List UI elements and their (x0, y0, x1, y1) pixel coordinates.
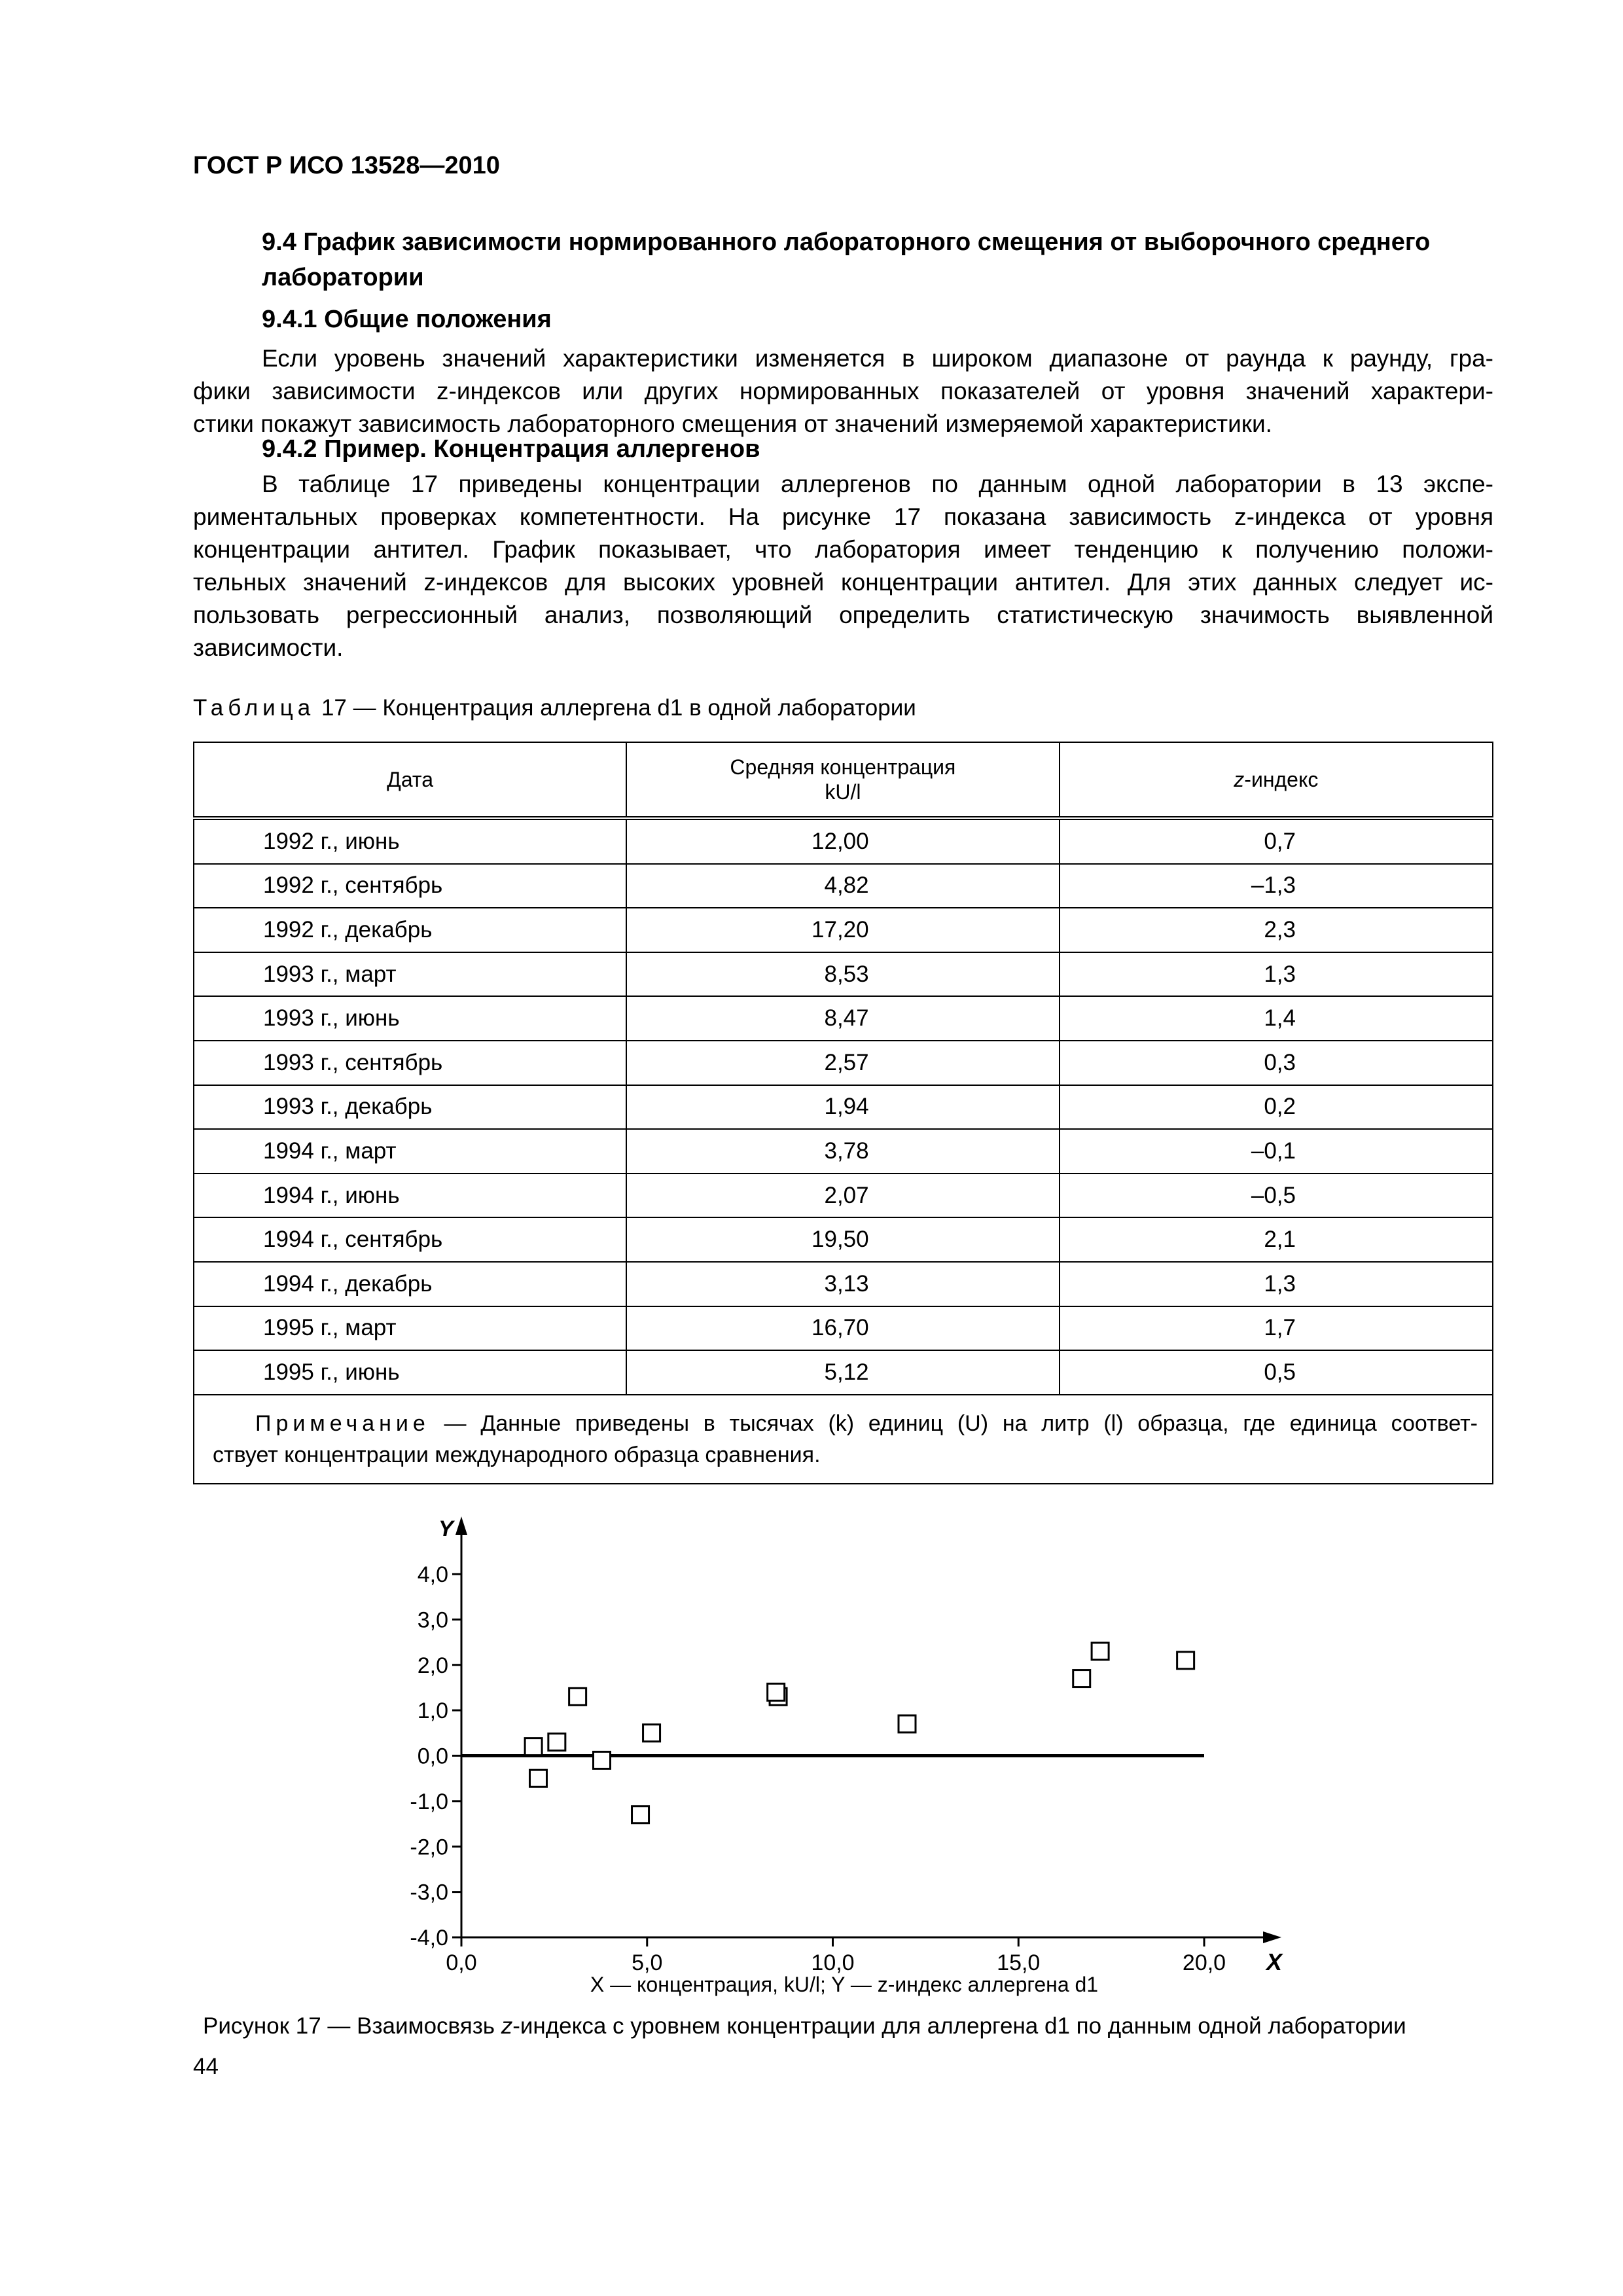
table-caption-text: 17 — Концентрация аллергена d1 в одной лаборатории (321, 695, 916, 721)
data-table (193, 742, 1493, 1484)
cell-concentration: 3,78 (626, 1129, 1059, 1174)
x-tick-label: 5,0 (632, 1950, 663, 1975)
data-point (548, 1734, 565, 1751)
paragraph-line: концентрации антител. График показывает, что лаборатория имеет тенденцию к получению положи- (193, 536, 1493, 563)
paragraph-line: тельных значений z-индексов для высоких уровней концентрации антител. Для этих данных следует ис- (193, 569, 1493, 596)
table-body (194, 818, 1493, 1395)
cell-date: 1993 г., июнь (194, 996, 626, 1041)
table-row (194, 1262, 1493, 1306)
scatter-chart (386, 1509, 1322, 2006)
header-z-letter: z (1234, 768, 1245, 791)
subsection-title-example: 9.4.2 Пример. Концентрация аллергенов (262, 435, 760, 463)
cell-concentration: 2,57 (626, 1041, 1059, 1085)
data-point (643, 1725, 660, 1742)
cell-date: 1995 г., март (194, 1306, 626, 1351)
y-tick-label: 2,0 (417, 1653, 448, 1678)
data-point (525, 1738, 542, 1755)
cell-concentration: 19,50 (626, 1217, 1059, 1262)
x-tick-label: 10,0 (811, 1950, 855, 1975)
table-row (194, 1306, 1493, 1351)
cell-z-index: 1,3 (1060, 1262, 1493, 1306)
cell-z-index: 1,7 (1060, 1306, 1493, 1351)
table-row (194, 908, 1493, 952)
paragraph-line: пользовать регрессионный анализ, позволяющий определить статистическую значимость выявленной (193, 601, 1493, 628)
page-number: 44 (193, 2054, 219, 2079)
data-point (899, 1715, 916, 1732)
cell-concentration: 8,47 (626, 996, 1059, 1041)
cell-concentration: 1,94 (626, 1085, 1059, 1130)
y-tick-label: -2,0 (410, 1835, 448, 1860)
cell-date: 1992 г., июнь (194, 818, 626, 864)
table-note-row (194, 1395, 1493, 1484)
table-row (194, 1129, 1493, 1174)
document-header: ГОСТ Р ИСО 13528—2010 (193, 152, 500, 179)
section-title: 9.4 График зависимости нормированного лабораторного смещения от выборочного среднего лаборатории (262, 228, 1431, 291)
paragraph-line: фики зависимости z-индексов или других нормированных показателей от уровня значений характери- (193, 378, 1493, 404)
table-row (194, 1041, 1493, 1085)
cell-z-index: –0,1 (1060, 1129, 1493, 1174)
note-text: — Данные приведены в тысячах (k) единиц (U) на литр (l) образца, где единица соответ- (429, 1410, 1478, 1436)
cell-date: 1993 г., декабрь (194, 1085, 626, 1130)
paragraph-line: стики покажут зависимость лабораторного смещения от значений измеряемой характеристики. (193, 410, 1272, 437)
cell-concentration: 5,12 (626, 1350, 1059, 1395)
y-tick-label: 3,0 (417, 1607, 448, 1633)
cell-date: 1992 г., сентябрь (194, 864, 626, 908)
subsection-title-general: 9.4.1 Общие положения (262, 306, 552, 333)
paragraph-line: зависимости. (193, 634, 344, 661)
data-point (768, 1683, 785, 1700)
header-z-index (1060, 742, 1493, 818)
cell-concentration: 4,82 (626, 864, 1059, 908)
cell-date: 1995 г., июнь (194, 1350, 626, 1395)
note-label: Примечание (255, 1410, 430, 1436)
table-row (194, 1174, 1493, 1218)
header-concentration-label: Средняя концентрация (730, 755, 956, 779)
cell-concentration: 3,13 (626, 1262, 1059, 1306)
y-tick-label: 4,0 (417, 1562, 448, 1587)
cell-concentration: 12,00 (626, 818, 1059, 864)
axis-legend: X — концентрация, kU/l; Y — z-индекс аллергена d1 (590, 1973, 1099, 1996)
data-point (1073, 1670, 1090, 1687)
paragraph-line: риментальных проверках компетентности. На рисунке 17 показана зависимость z-индекса от уровня (193, 503, 1493, 530)
cell-concentration: 17,20 (626, 908, 1059, 952)
data-point (569, 1688, 586, 1705)
cell-z-index: 2,3 (1060, 908, 1493, 952)
table-caption (193, 695, 916, 721)
cell-z-index: 1,4 (1060, 996, 1493, 1041)
cell-z-index: 1,3 (1060, 952, 1493, 997)
cell-concentration: 16,70 (626, 1306, 1059, 1351)
header-concentration (626, 742, 1059, 818)
y-tick-label: 0,0 (417, 1744, 448, 1769)
cell-concentration: 2,07 (626, 1174, 1059, 1218)
table-header-row (194, 742, 1493, 818)
cell-date: 1992 г., декабрь (194, 908, 626, 952)
paragraph-example (193, 468, 1493, 664)
cell-z-index: 2,1 (1060, 1217, 1493, 1262)
table-row (194, 818, 1493, 864)
data-point (1092, 1643, 1109, 1660)
header-concentration-unit: kU/l (825, 780, 861, 804)
y-axis-arrow (455, 1516, 467, 1535)
cell-z-index: –0,5 (1060, 1174, 1493, 1218)
cell-date: 1993 г., март (194, 952, 626, 997)
table-row (194, 1217, 1493, 1262)
x-tick-label: 20,0 (1182, 1950, 1226, 1975)
cell-z-index: 0,3 (1060, 1041, 1493, 1085)
y-axis-letter: Y (438, 1516, 454, 1541)
data-point (529, 1770, 546, 1787)
cell-date: 1994 г., март (194, 1129, 626, 1174)
y-tick-label: 1,0 (417, 1698, 448, 1724)
cell-date: 1993 г., сентябрь (194, 1041, 626, 1085)
data-point (632, 1806, 649, 1823)
x-tick-label: 0,0 (446, 1950, 477, 1975)
figure-caption: Рисунок 17 — Взаимосвязь z-индекса с уровнем концентрации для аллергена d1 по данным одной лаборатории (203, 2013, 1406, 2039)
cell-date: 1994 г., июнь (194, 1174, 626, 1218)
cell-z-index: 0,5 (1060, 1350, 1493, 1395)
table-row (194, 952, 1493, 997)
cell-date: 1994 г., декабрь (194, 1262, 626, 1306)
table-note (194, 1395, 1493, 1484)
table-row (194, 996, 1493, 1041)
data-point (1177, 1652, 1194, 1669)
data-point (594, 1751, 611, 1768)
x-tick-label: 15,0 (997, 1950, 1041, 1975)
table-row (194, 1350, 1493, 1395)
note-text-2: ствует концентрации международного образца сравнения. (213, 1442, 821, 1467)
table-row (194, 1085, 1493, 1130)
cell-z-index: 0,2 (1060, 1085, 1493, 1130)
y-tick-label: -4,0 (410, 1926, 448, 1950)
y-tick-label: -1,0 (410, 1789, 448, 1814)
x-axis-arrow (1263, 1931, 1281, 1943)
header-date: Дата (194, 742, 626, 818)
paragraph-line: В таблице 17 приведены концентрации аллергенов по данным одной лаборатории в 13 экспе- (262, 471, 1493, 497)
header-z-suffix: -индекс (1244, 768, 1319, 791)
paragraph-line: Если уровень значений характеристики изменяется в широком диапазоне от раунда к раунду, гра- (262, 345, 1493, 372)
cell-concentration: 8,53 (626, 952, 1059, 997)
cell-z-index: –1,3 (1060, 864, 1493, 908)
y-tick-label: -3,0 (410, 1880, 448, 1905)
paragraph-general (193, 342, 1493, 440)
table-row (194, 864, 1493, 908)
x-axis-letter: X (1266, 1948, 1283, 1975)
cell-z-index: 0,7 (1060, 818, 1493, 864)
cell-date: 1994 г., сентябрь (194, 1217, 626, 1262)
table-caption-label: Таблица (193, 695, 315, 721)
